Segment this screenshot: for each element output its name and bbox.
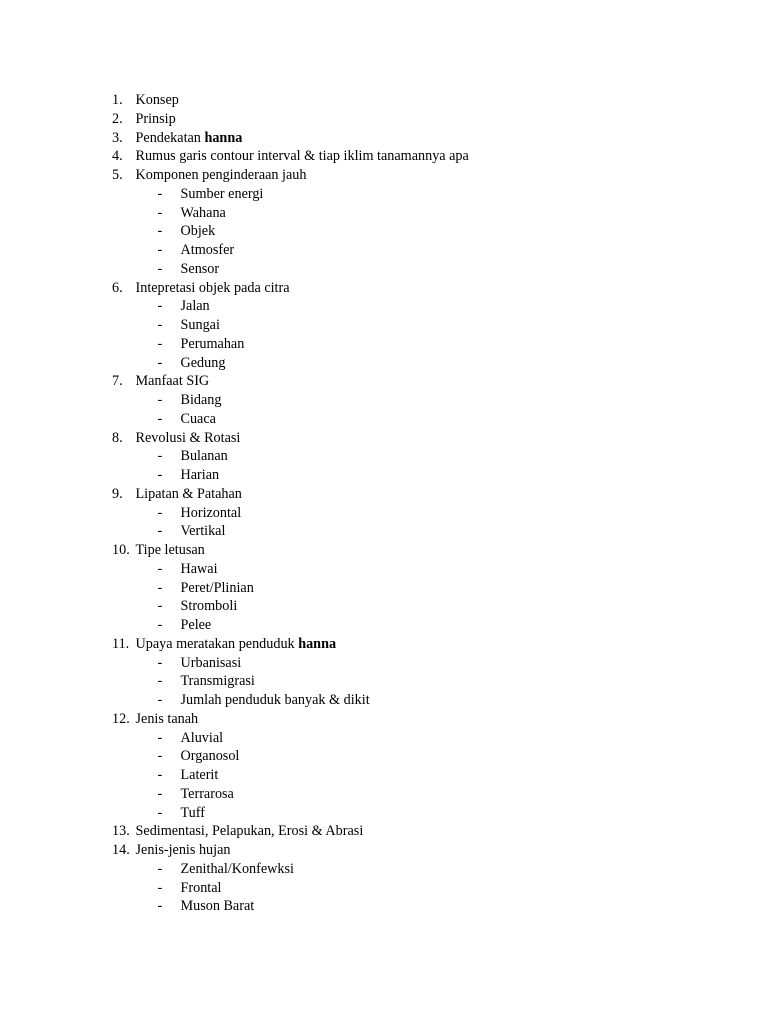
sub-list-item <box>112 879 712 898</box>
list-item-text: Jenis-jenis hujan <box>135 842 231 858</box>
list-item-label <box>136 129 243 148</box>
dash-bullet: - <box>157 504 163 521</box>
list-item-number: 2. <box>112 110 123 127</box>
list-item-text: Intepretasi objek pada citra <box>135 279 290 296</box>
list-item-text: Jenis tanah <box>135 710 199 727</box>
sub-list-item-label: Zenithal/Konfewksi <box>180 860 294 877</box>
sub-list-item <box>112 672 712 691</box>
sub-list-item <box>112 560 712 579</box>
list-item-number: 5. <box>112 167 123 183</box>
dash-bullet: - <box>157 617 163 633</box>
sub-list-item-label: Organosol <box>180 748 240 765</box>
dash-bullet: - <box>157 785 163 802</box>
sub-list-item-label: Stromboli <box>180 598 238 615</box>
dash-bullet: - <box>157 804 163 821</box>
list-item-label <box>136 635 337 654</box>
sub-list-item <box>112 654 712 673</box>
list-item <box>112 91 712 110</box>
dash-bullet: - <box>157 410 163 427</box>
sub-list-item-label: Aluvial <box>180 729 224 746</box>
sub-list-item <box>112 897 712 916</box>
dash-bullet: - <box>157 204 163 221</box>
list-item <box>112 822 712 841</box>
list-item-label <box>136 822 364 841</box>
sub-list-item-label: Jumlah penduduk banyak & dikit <box>180 692 370 708</box>
list-item-text: Revolusi & Rotasi <box>135 429 241 446</box>
list-item-label <box>136 541 205 560</box>
sub-list-item <box>112 354 712 373</box>
dash-bullet: - <box>157 354 163 371</box>
sub-list-item <box>112 241 712 260</box>
list-item-label <box>136 147 469 166</box>
list-item <box>112 541 712 560</box>
list-item-text: Lipatan & Patahan <box>135 485 242 502</box>
sub-list-item-label: Wahana <box>180 204 226 221</box>
sub-list-item <box>112 410 712 429</box>
sub-list-item <box>112 297 712 316</box>
list-item <box>112 372 712 391</box>
dash-bullet: - <box>157 298 163 315</box>
sub-list-item <box>112 335 712 354</box>
list-item-label <box>136 166 307 185</box>
list-item-label <box>136 710 199 729</box>
list-item-number: 9. <box>112 485 123 502</box>
list-item <box>112 279 712 298</box>
dash-bullet: - <box>157 523 163 540</box>
dash-bullet: - <box>157 729 163 746</box>
list-item-bold-text: hanna <box>298 635 337 652</box>
dash-bullet: - <box>157 598 163 615</box>
dash-bullet: - <box>157 335 163 352</box>
sub-list-item <box>112 504 712 523</box>
list-item-number: 11. <box>112 635 130 652</box>
sub-list-item <box>112 316 712 335</box>
list-item-number: 14. <box>112 842 130 858</box>
sub-list-item <box>112 391 712 410</box>
list-item-text: Tipe letusan <box>135 542 205 558</box>
sub-list-item <box>112 447 712 466</box>
sub-list-item <box>112 616 712 635</box>
sub-list-item-label: Peret/Plinian <box>180 579 254 596</box>
list-item-number: 13. <box>112 823 130 840</box>
list-item-number: 12. <box>112 710 130 727</box>
dash-bullet: - <box>157 860 163 877</box>
sub-list-item <box>112 260 712 279</box>
dash-bullet: - <box>157 185 163 202</box>
dash-bullet: - <box>157 317 163 333</box>
list-item-label <box>136 372 210 391</box>
dash-bullet: - <box>157 560 163 577</box>
sub-list-item-label: Sensor <box>180 260 220 277</box>
list-item-text: Sedimentasi, Pelapukan, Erosi & Abrasi <box>135 823 364 840</box>
list-item-number: 7. <box>112 373 123 390</box>
dash-bullet: - <box>157 898 163 915</box>
sub-list-item-label: Muson Barat <box>180 898 255 915</box>
list-item-label <box>136 91 179 110</box>
list-item-text: Upaya meratakan penduduk <box>135 635 299 652</box>
sub-list-item <box>112 766 712 785</box>
list-item-bold-text: hanna <box>204 129 243 146</box>
sub-list-item-label: Urbanisasi <box>180 654 242 671</box>
sub-list-item-label: Perumahan <box>180 335 245 352</box>
sub-list-item <box>112 466 712 485</box>
dash-bullet: - <box>157 260 163 277</box>
list-item-number: 4. <box>112 148 123 165</box>
list-item <box>112 129 712 148</box>
list-item <box>112 110 712 129</box>
dash-bullet: - <box>157 467 163 483</box>
list-item <box>112 485 712 504</box>
sub-list-item-label: Frontal <box>180 879 222 896</box>
sub-list-item-label: Transmigrasi <box>180 673 255 690</box>
dash-bullet: - <box>157 448 163 465</box>
sub-list-item-label: Hawai <box>180 560 218 577</box>
sub-list-item <box>112 785 712 804</box>
sub-list-item-label: Bidang <box>180 392 222 408</box>
list-item <box>112 841 712 860</box>
list-item-text: Prinsip <box>135 110 176 127</box>
list-item-text: Pendekatan <box>135 129 205 146</box>
list-item-label <box>136 279 290 298</box>
list-item-number: 1. <box>112 92 123 108</box>
dash-bullet: - <box>157 879 163 896</box>
list-item-number: 10. <box>112 542 130 558</box>
sub-list-item-label: Laterit <box>180 767 219 783</box>
list-item-text: Konsep <box>135 92 179 108</box>
dash-bullet: - <box>157 692 163 708</box>
list-item-text: Manfaat SIG <box>135 373 210 390</box>
list-item <box>112 710 712 729</box>
dash-bullet: - <box>157 767 163 783</box>
list-item-label <box>136 429 241 448</box>
sub-list-item <box>112 597 712 616</box>
sub-list-item-label: Tuff <box>180 804 205 821</box>
dash-bullet: - <box>157 673 163 690</box>
sub-list-item <box>112 691 712 710</box>
list-item <box>112 429 712 448</box>
dash-bullet: - <box>157 654 163 671</box>
dash-bullet: - <box>157 392 163 408</box>
sub-list-item-label: Pelee <box>180 617 212 633</box>
list-item-number: 3. <box>112 129 123 146</box>
dash-bullet: - <box>157 579 163 596</box>
sub-list-item <box>112 804 712 823</box>
sub-list-item-label: Atmosfer <box>180 242 235 258</box>
dash-bullet: - <box>157 242 163 258</box>
list-item-label <box>136 841 231 860</box>
list-item-text: Komponen penginderaan jauh <box>135 167 307 183</box>
sub-list-item-label: Gedung <box>180 354 226 371</box>
sub-list-item-label: Objek <box>180 223 216 240</box>
sub-list-item-label: Jalan <box>180 298 210 315</box>
list-item <box>112 635 712 654</box>
dash-bullet: - <box>157 223 163 240</box>
sub-list-item <box>112 222 712 241</box>
list-item-text: Rumus garis contour interval & tiap iklim tanamannya apa <box>135 148 469 165</box>
sub-list-item-label: Harian <box>180 467 220 483</box>
sub-list-item <box>112 860 712 879</box>
dash-bullet: - <box>157 748 163 765</box>
sub-list-item <box>112 522 712 541</box>
numbered-list <box>112 91 712 916</box>
sub-list-item <box>112 204 712 223</box>
list-item <box>112 147 712 166</box>
list-item-number: 8. <box>112 429 123 446</box>
sub-list-item-label: Vertikal <box>180 523 226 540</box>
sub-list-item-label: Bulanan <box>180 448 228 465</box>
sub-list-item-label: Sungai <box>180 317 220 333</box>
list-item-label <box>136 485 242 504</box>
list-item <box>112 166 712 185</box>
sub-list-item-label: Horizontal <box>180 504 242 521</box>
sub-list-item <box>112 729 712 748</box>
list-item-number: 6. <box>112 279 123 296</box>
sub-list-item <box>112 579 712 598</box>
sub-list-item-label: Cuaca <box>180 410 216 427</box>
sub-list-item-label: Sumber energi <box>180 185 264 202</box>
sub-list-item <box>112 185 712 204</box>
list-item-label <box>136 110 176 129</box>
sub-list-item <box>112 747 712 766</box>
sub-list-item-label: Terrarosa <box>180 785 234 802</box>
